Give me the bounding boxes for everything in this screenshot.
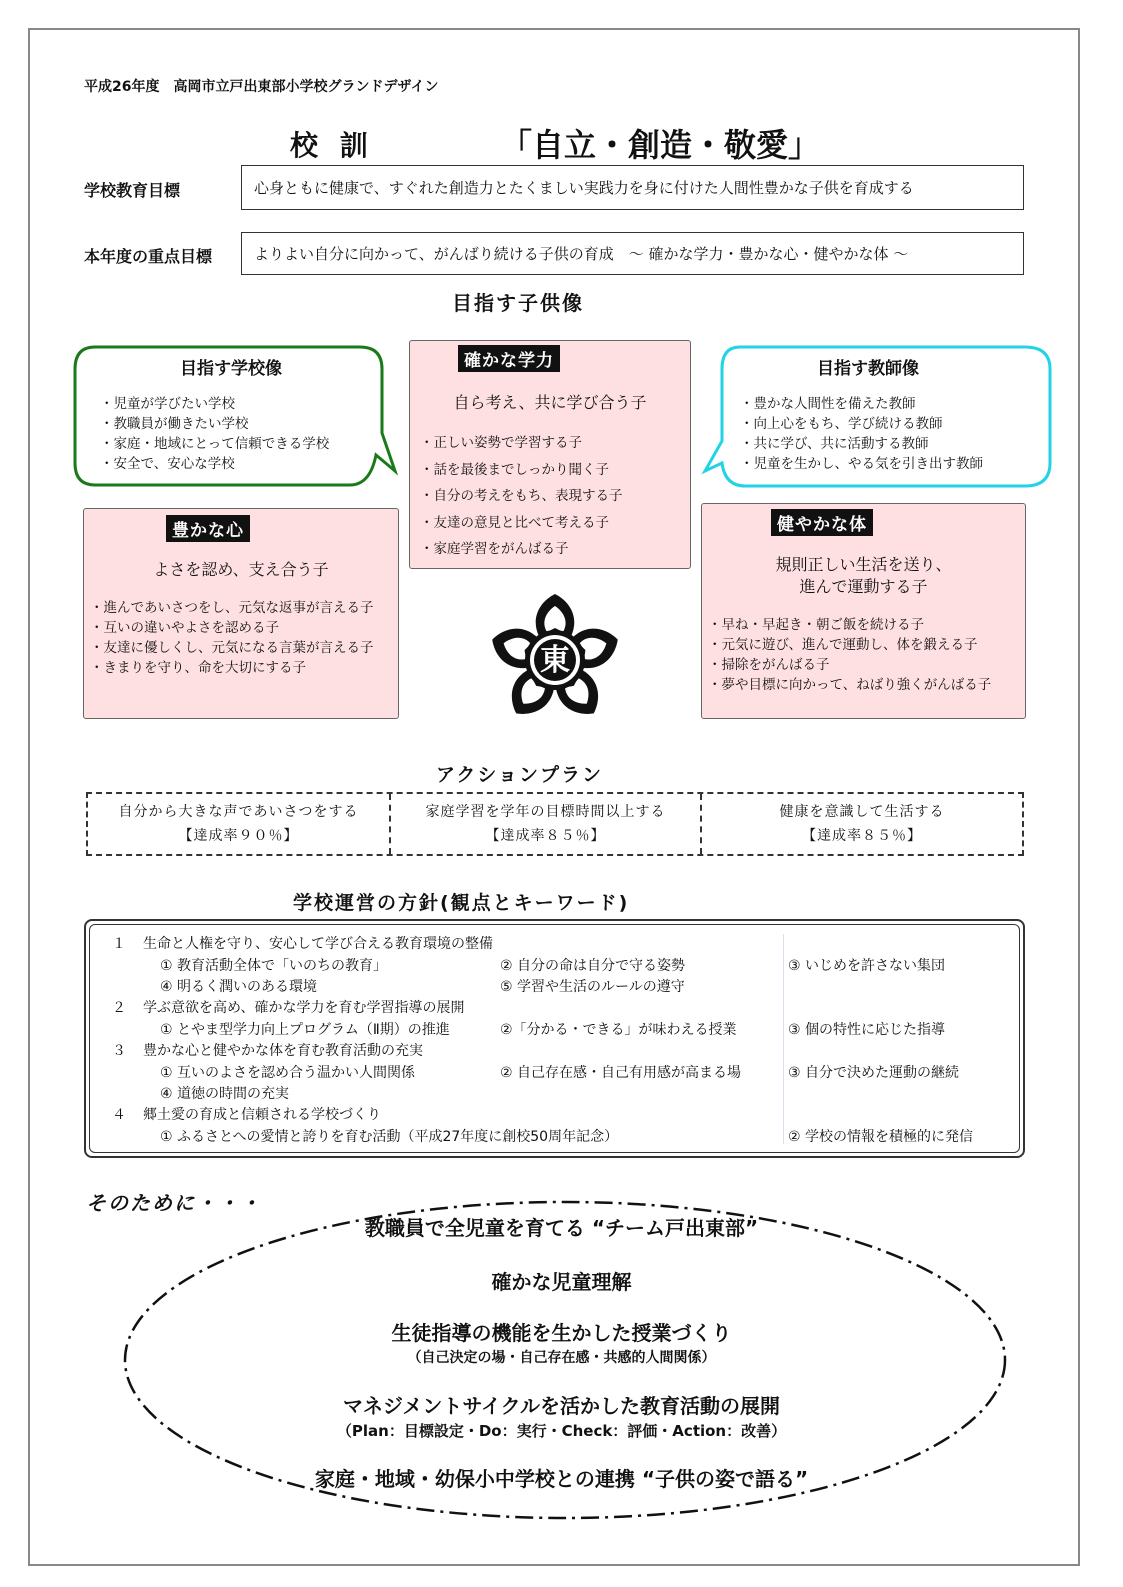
- action-text: 家庭学習を学年の目標時間以上する: [425, 804, 666, 820]
- aim-section-title: 目指す子供像: [452, 291, 584, 315]
- closing-line-1: 教職員で全児童を育てる “チーム戸出東部”: [364, 1216, 759, 1240]
- policy-keyword: ③ 自分で決めた運動の継続: [788, 1065, 960, 1081]
- policy-keyword: ④ 道徳の時間の充実: [160, 1086, 290, 1102]
- policy-num: ３: [112, 1043, 126, 1059]
- list-item: ・ 友達に優しくし、元気になる言葉が言える子: [90, 638, 395, 658]
- policy-keyword: ② 学校の情報を積極的に発信: [788, 1129, 974, 1145]
- list-item: ・ 向上心をもち、学び続ける教師: [740, 414, 1040, 434]
- heart-subtitle: よさを認め、支え合う子: [153, 560, 329, 579]
- academic-subtitle: 自ら考え、共に学び合う子: [453, 393, 647, 412]
- academic-title: 確かな学力: [458, 345, 560, 372]
- policy-keyword: ① 教育活動全体で「いのちの教育」: [160, 958, 388, 974]
- list-item: ・ 家庭学習をがんばる子: [420, 536, 690, 563]
- health-subtitle-2: 進んで運動する子: [799, 577, 928, 596]
- list-item: ・ 掃除をがんばる子: [708, 655, 1023, 675]
- policy-keyword: ② 自己存在感・自己有用感が高まる場: [500, 1065, 741, 1081]
- action-plan-box: [86, 792, 1024, 856]
- list-item: ・ 自分の考えをもち、表現する子: [420, 483, 690, 510]
- list-item: ・ 共に学び、共に活動する教師: [740, 434, 1040, 454]
- education-goal-label: 学校教育目標: [84, 181, 181, 200]
- list-item: ・ きまりを守り、命を大切にする子: [90, 658, 395, 678]
- list-item: ・ 友達の意見と比べて考える子: [420, 510, 690, 537]
- closing-lead: そのために・・・: [86, 1191, 262, 1215]
- policy-keyword: ② 自分の命は自分で守る姿勢: [500, 958, 686, 974]
- closing-line-3: 生徒指導の機能を生かした授業づくり: [391, 1321, 732, 1345]
- heart-list: [90, 598, 395, 678]
- action-text: 健康を意識して生活する: [779, 804, 945, 820]
- action-text: 自分から大きな声であいさつをする: [118, 804, 359, 820]
- action-plan-title: アクションプラン: [436, 764, 604, 786]
- policy-heading: 生命と人権を守り、安心して学び合える教育環境の整備: [143, 936, 493, 952]
- academic-list: [420, 430, 690, 563]
- list-item: ・ 安全で、安心な学校: [100, 454, 390, 474]
- policy-keyword: ① 互いのよさを認め合う温かい人間関係: [160, 1065, 415, 1081]
- closing-line-4: マネジメントサイクルを活かした教育活動の展開: [343, 1394, 780, 1418]
- teacher-bubble-title: 目指す教師像: [817, 359, 919, 379]
- list-item: ・ 児童が学びたい学校: [100, 394, 390, 414]
- emblem-char: 東: [540, 643, 570, 678]
- policy-num: ２: [112, 1000, 126, 1016]
- list-item: ・ 教職員が働きたい学校: [100, 414, 390, 434]
- list-item: ・ 互いの違いやよさを認める子: [90, 618, 395, 638]
- list-item: ・ 早ね・早起き・朝ご飯を続ける子: [708, 615, 1023, 635]
- list-item: ・ 元気に遊び、進んで運動し、体を鍛える子: [708, 635, 1023, 655]
- policy-heading: 豊かな心と健やかな体を育む教育活動の充実: [143, 1043, 423, 1059]
- policy-heading: 郷土愛の育成と信頼される学校づくり: [143, 1107, 381, 1123]
- closing-line-2: 確かな児童理解: [491, 1270, 632, 1294]
- closing-line-3-sub: （自己決定の場・自己存在感・共感的人間関係）: [407, 1350, 716, 1366]
- focus-goal-label: 本年度の重点目標: [84, 247, 213, 266]
- focus-goal-text: よりよい自分に向かって、がんばり続ける子供の育成 ～ 確かな学力・豊かな心・健やかな体 ～: [254, 245, 909, 263]
- policy-heading: 学ぶ意欲を高め、確かな学力を育む学習指導の展開: [143, 1000, 465, 1016]
- closing-line-5: 家庭・地域・幼保小中学校との連携 “子供の姿で語る”: [314, 1467, 809, 1491]
- policy-title: 学校運営の方針(観点とキーワード): [293, 892, 630, 914]
- health-title: 健やかな体: [771, 509, 873, 536]
- list-item: ・ 家庭・地域にとって信頼できる学校: [100, 434, 390, 454]
- school-bubble-title: 目指す学校像: [180, 359, 282, 379]
- action-cell: [88, 794, 389, 854]
- list-item: ・ 進んであいさつをし、元気な返事が言える子: [90, 598, 395, 618]
- action-rate: 【達成率９０％】: [178, 828, 299, 844]
- policy-keyword: ③ いじめを許さない集団: [788, 958, 946, 974]
- heart-title: 豊かな心: [166, 515, 250, 542]
- policy-keyword: ① とやま型学力向上プログラム（Ⅱ期）の推進: [160, 1022, 450, 1038]
- focus-goal-box: [241, 232, 1024, 275]
- school-emblem-icon: [480, 588, 630, 728]
- motto-text: 「自立・創造・敬愛」: [500, 126, 821, 164]
- action-rate: 【達成率８５％】: [485, 828, 606, 844]
- teacher-bubble-list: [740, 394, 1040, 474]
- list-item: ・ 正しい姿勢で学習する子: [420, 430, 690, 457]
- policy-num: １: [112, 936, 126, 952]
- list-item: ・ 児童を生かし、やる気を引き出す教師: [740, 454, 1040, 474]
- policy-keyword: ③ 個の特性に応じた指導: [788, 1022, 946, 1038]
- policy-keyword: ① ふるさとへの愛情と誇りを育む活動（平成27年度に創校50周年記念）: [160, 1129, 619, 1145]
- closing-line-4-sub: （Plan：目標設定・Do：実行・Check：評価・Action：改善）: [336, 1422, 787, 1440]
- education-goal-text: 心身ともに健康で、すぐれた創造力とたくましい実践力を身に付けた人間性豊かな子供を育成する: [254, 179, 914, 197]
- action-cell: [389, 794, 700, 854]
- policy-divider: [783, 934, 784, 1144]
- list-item: ・ 話を最後までしっかり聞く子: [420, 457, 690, 484]
- list-item: ・ 豊かな人間性を備えた教師: [740, 394, 1040, 414]
- health-subtitle-1: 規則正しい生活を送り、: [775, 555, 952, 574]
- school-bubble-list: [100, 394, 390, 474]
- education-goal-box: [241, 165, 1024, 210]
- page-header: 平成26年度 高岡市立戸出東部小学校グランドデザイン: [84, 79, 439, 95]
- policy-keyword: ④ 明るく潤いのある環境: [160, 979, 318, 995]
- list-item: ・ 夢や目標に向かって、ねばり強くがんばる子: [708, 675, 1023, 695]
- policy-num: ４: [112, 1107, 126, 1123]
- health-list: [708, 615, 1023, 695]
- policy-keyword: ⑤ 学習や生活のルールの遵守: [500, 979, 685, 995]
- action-cell: [700, 794, 1022, 854]
- motto-label: 校 訓: [290, 129, 374, 162]
- action-rate: 【達成率８５％】: [802, 828, 922, 844]
- policy-keyword: ②「分かる・できる」が味わえる授業: [500, 1022, 737, 1038]
